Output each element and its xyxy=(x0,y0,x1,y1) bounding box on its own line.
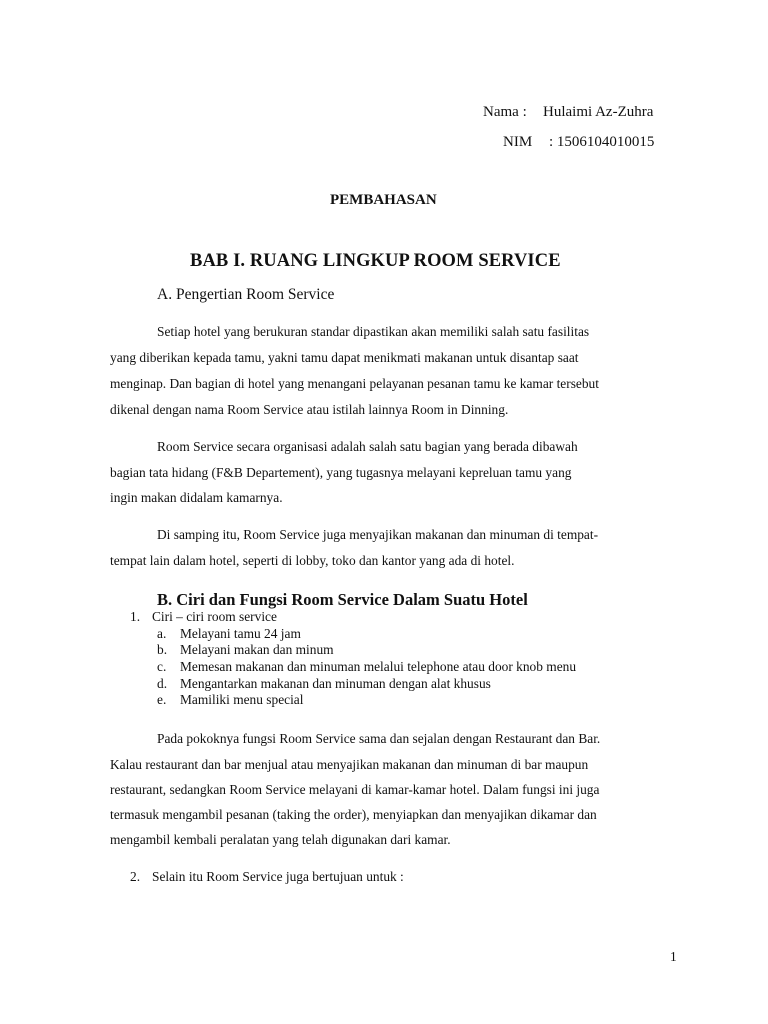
list1-item-marker: b. xyxy=(157,642,168,657)
list1-item-marker: a. xyxy=(157,626,167,641)
list1-item-text: Mengantarkan makanan dan minuman dengan alat khusus xyxy=(180,676,491,691)
para1-line: menginap. Dan bagian di hotel yang menangani pelayanan pesanan tamu ke kamar tersebut xyxy=(110,376,599,391)
name-label: Nama : xyxy=(483,104,527,120)
chapter-title: BAB I. RUANG LINGKUP ROOM SERVICE xyxy=(190,251,561,271)
list1-item-marker: c. xyxy=(157,659,167,674)
section-title: PEMBAHASAN xyxy=(330,192,437,208)
para1-line: dikenal dengan nama Room Service atau istilah lainnya Room in Dinning. xyxy=(110,402,509,417)
para3-line: tempat lain dalam hotel, seperti di lobby, toko dan kantor yang ada di hotel. xyxy=(110,553,515,568)
list1-item-marker: e. xyxy=(157,692,167,707)
para4-line: Pada pokoknya fungsi Room Service sama dan sejalan dengan Restaurant dan Bar. xyxy=(157,731,601,746)
page-number: 1 xyxy=(670,949,677,964)
list2-title: Selain itu Room Service juga bertujuan untuk : xyxy=(152,869,404,884)
para3-line: Di samping itu, Room Service juga menyajikan makanan dan minuman di tempat- xyxy=(157,527,599,542)
list1-item-text: Melayani makan dan minum xyxy=(180,642,334,657)
para4-line: mengambil kembali peralatan yang telah digunakan dari kamar. xyxy=(110,832,451,847)
list1-item-text: Mamiliki menu special xyxy=(180,692,304,707)
para1-line: yang diberikan kepada tamu, yakni tamu dapat menikmati makanan untuk disantap saat xyxy=(110,350,579,365)
list1-number: 1. xyxy=(130,609,141,624)
para2-line: bagian tata hidang (F&B Departement), yang tugasnya melayani kepreluan tamu yang xyxy=(110,465,572,480)
subsection-a-heading: A. Pengertian Room Service xyxy=(157,286,335,303)
subsection-b-heading: B. Ciri dan Fungsi Room Service Dalam Suatu Hotel xyxy=(157,590,528,609)
para4-line: Kalau restaurant dan bar menjual atau menyajikan makanan dan minuman di bar maupun xyxy=(110,757,589,772)
name-value: Hulaimi Az-Zuhra xyxy=(543,104,654,120)
nim-value: : 1506104010015 xyxy=(549,134,655,150)
para4-line: restaurant, sedangkan Room Service melayani di kamar-kamar hotel. Dalam fungsi ini juga xyxy=(110,782,600,797)
nim-label: NIM xyxy=(503,134,533,150)
para2-line: ingin makan didalam kamarnya. xyxy=(110,490,283,505)
list2-number: 2. xyxy=(130,869,141,884)
list1-item-text: Memesan makanan dan minuman melalui telephone atau door knob menu xyxy=(180,659,577,674)
para1-line: Setiap hotel yang berukuran standar dipastikan akan memiliki salah satu fasilitas xyxy=(157,324,590,339)
para2-line: Room Service secara organisasi adalah salah satu bagian yang berada dibawah xyxy=(157,439,578,454)
list1-item-text: Melayani tamu 24 jam xyxy=(180,626,301,641)
para4-line: termasuk mengambil pesanan (taking the order), menyiapkan dan menyajikan dikamar dan xyxy=(110,807,597,822)
list1-item-marker: d. xyxy=(157,676,168,691)
list1-title: Ciri – ciri room service xyxy=(152,609,277,624)
